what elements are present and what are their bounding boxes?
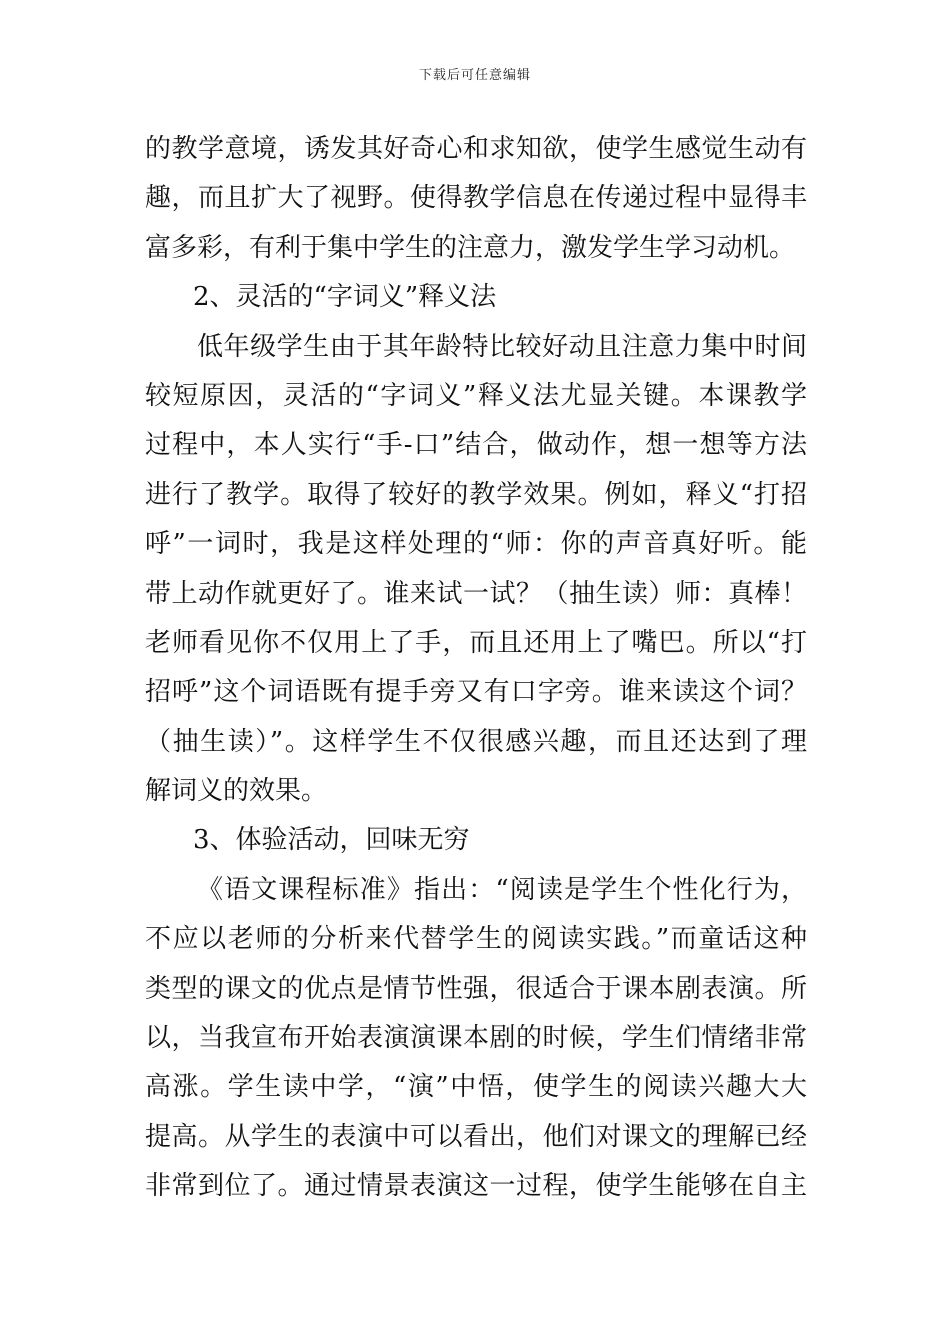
paragraph-line: 趣，而且扩大了视野。使得教学信息在传递过程中显得丰: [145, 183, 807, 214]
paragraph-line: 过程中，本人实行“手-口”结合，做动作，想一想等方法: [145, 430, 807, 461]
paragraph-line: 《语文课程标准》指出：“阅读是学生个性化行为，: [197, 874, 807, 905]
paragraph-line: 较短原因，灵活的“字词义”释义法尤显关键。本课教学: [145, 380, 807, 411]
paragraph-line: 高涨。学生读中学，“演”中悟，使学生的阅读兴趣大大: [145, 1072, 807, 1103]
body-text: [145, 125, 807, 1212]
paragraph-line: 非常到位了。通过情景表演这一过程，使学生能够在自主: [145, 1171, 807, 1202]
paragraph-line: 富多彩，有利于集中学生的注意力，激发学生学习动机。: [145, 232, 796, 263]
paragraph-line: 老师看见你不仅用上了手，而且还用上了嘴巴。所以“打: [145, 627, 807, 658]
paragraph-line: 低年级学生由于其年龄特比较好动且注意力集中时间: [197, 331, 807, 362]
paragraph-line: 不应以老师的分析来代替学生的阅读实践。”而童话这种: [145, 924, 807, 955]
paragraph-line: 呼”一词时，我是这样处理的“师：你的声音真好听。能: [145, 529, 807, 560]
paragraph-line: 以，当我宣布开始表演演课本剧的时候，学生们情绪非常: [145, 1023, 807, 1054]
paragraph-line: 进行了教学。取得了较好的教学效果。例如，释义“打招: [145, 479, 807, 510]
paragraph-line: 招呼”这个词语既有提手旁又有口字旁。谁来读这个词？: [145, 677, 807, 708]
paragraph-line: 类型的课文的优点是情节性强，很适合于课本剧表演。所: [145, 973, 807, 1004]
paragraph-line: 提高。从学生的表演中可以看出，他们对课文的理解已经: [145, 1121, 807, 1152]
paragraph-line: 带上动作就更好了。谁来试一试？（抽生读）师：真棒！: [145, 578, 807, 609]
section-heading: 2、灵活的“字词义”释义法: [193, 282, 497, 313]
section-heading: 3、体验活动，回味无穷: [193, 825, 470, 856]
paragraph-line: （抽生读）”。这样学生不仅很感兴趣，而且还达到了理: [145, 726, 807, 757]
page-header: 下载后可任意编辑: [418, 68, 531, 83]
paragraph-line: 解词义的效果。: [145, 776, 328, 807]
paragraph-line: 的教学意境，诱发其好奇心和求知欲，使学生感觉生动有: [145, 134, 807, 164]
